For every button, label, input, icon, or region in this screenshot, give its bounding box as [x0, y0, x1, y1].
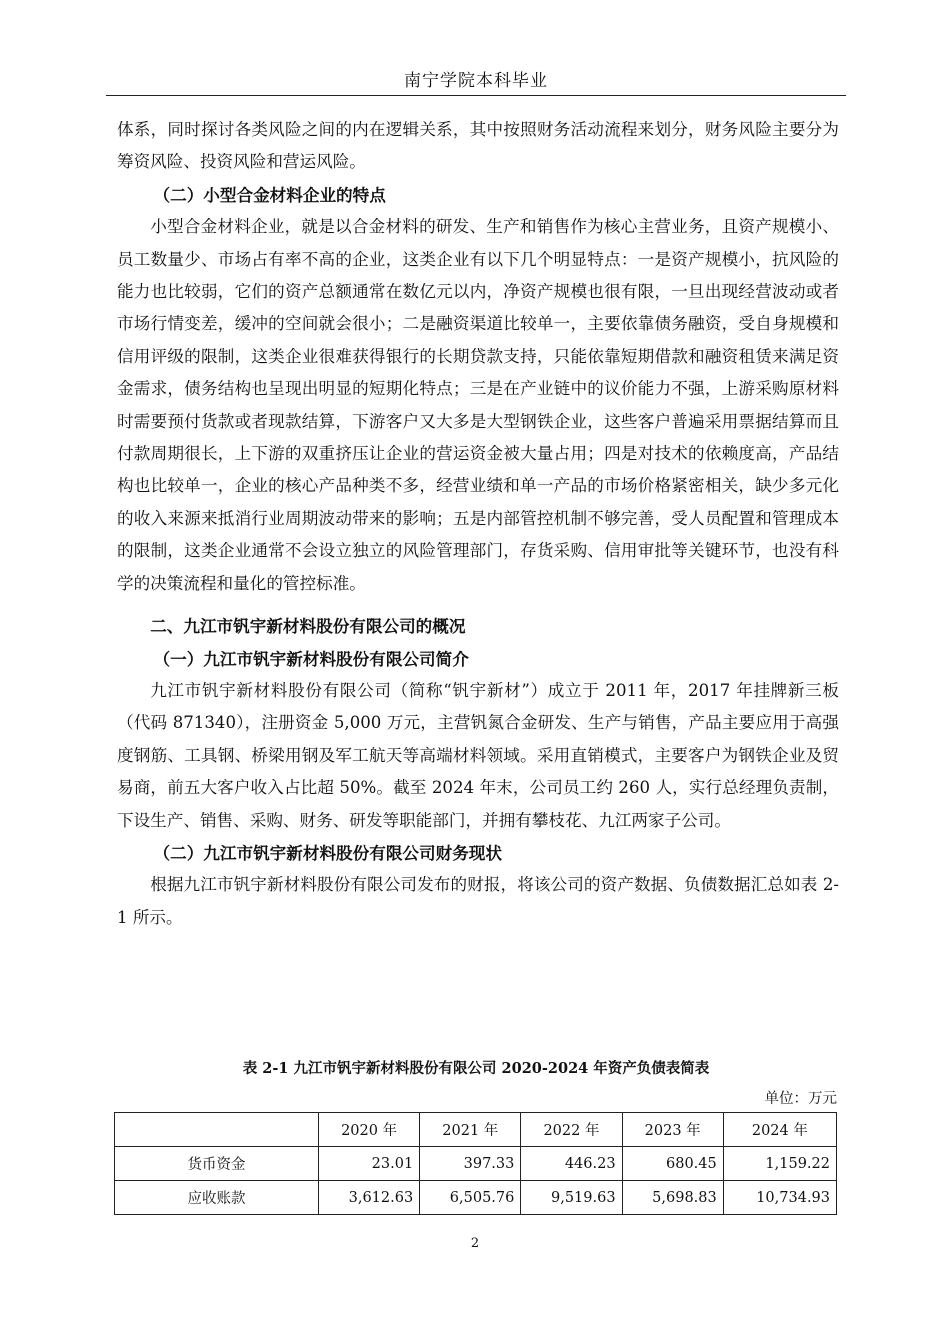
year-header: 2022 年 [521, 1113, 622, 1147]
paragraph-finance: 根据九江市钒宇新材料股份有限公司发布的财报，将该公司的资产数据、负债数据汇总如表 2-1 所示。 [117, 875, 839, 927]
row-label: 货币资金 [115, 1147, 319, 1181]
section-heading-intro: （一）九江市钒宇新材料股份有限公司简介 [153, 648, 469, 669]
document-body [117, 114, 839, 934]
table-row [115, 1181, 837, 1215]
paragraph-features: 小型合金材料企业，就是以合金材料的研发、生产和销售作为核心主营业务，且资产规模小、员工数量少、市场占有率不高的企业，这类企业有以下几个明显特点：一是资产规模小，抗风险的能力也比较弱，它们的资产总额通常在数亿元以内，净资产规模也很有限，一旦出现经营波动或者市场行情变差，缓冲的空间就会很小；二是融资渠道比较单一，主要依靠债务融资，受自身规模和信用评级的限制，这类企业很难获得银行的长期贷款支持，只能依靠短期借款和融资租赁来满足资金需求，债务结构也呈现出明显的短期化特点；三是在产业链中的议价能力不强，上游采购原材料时需要预付货款或者现款结算，下游客户又大多是大型钢铁企业，这些客户普遍采用票据结算而且付款周期很长，上下游的双重挤压让企业的营运资金被大量占用；四是对技术的依赖度高，产品结构也比较单一，企业的核心产品种类不多，经营业绩和单一产品的市场价格紧密相关，缺少多元化的收入来源来抵消行业周期波动带来的影响；五是内部管控机制不够完善，受人员配置和管理成本的限制，这类企业通常不会设立独立的风险管理部门，存货采购、信用审批等关键环节，也没有科学的决策流程和量化的管控标准。 [117, 217, 839, 593]
table-cell: 23.01 [319, 1147, 420, 1181]
table-cell: 680.45 [622, 1147, 723, 1181]
year-header: 2023 年 [622, 1113, 723, 1147]
paragraph-continuation: 体系，同时探讨各类风险之间的内在逻辑关系，其中按照财务活动流程来划分，财务风险主要分为筹资风险、投资风险和营运风险。 [117, 120, 839, 172]
section-heading-finance: （二）九江市钒宇新材料股份有限公司财务现状 [153, 842, 502, 863]
table-cell: 1,159.22 [723, 1147, 836, 1181]
table-unit-label: 单位：万元 [764, 1091, 837, 1107]
table-header-row [115, 1113, 837, 1147]
header-divider [106, 95, 846, 96]
page-header-title: 南宁学院本科毕业 [404, 71, 548, 91]
table-cell: 3,612.63 [319, 1181, 420, 1215]
table-caption: 表 2-1 九江市钒宇新材料股份有限公司 2020-2024 年资产负债表简表 [242, 1060, 710, 1077]
table-cell: 5,698.83 [622, 1181, 723, 1215]
chapter-heading-overview: 二、九江市钒宇新材料股份有限公司的概况 [150, 616, 466, 637]
table-cell: 446.23 [521, 1147, 622, 1181]
table-cell: 397.33 [420, 1147, 521, 1181]
year-header: 2020 年 [319, 1113, 420, 1147]
page-number: 2 [470, 1236, 480, 1251]
table-corner-cell [115, 1113, 319, 1147]
year-header: 2024 年 [723, 1113, 836, 1147]
row-label: 应收账款 [115, 1181, 319, 1215]
paragraph-intro: 九江市钒宇新材料股份有限公司（简称“钒宇新材”）成立于 2011 年，2017 年挂牌新三板（代码 871340），注册资金 5,000 万元，主营钒氮合金研发、生产与销售，产品主要应用于高强度钢筋、工具钢、桥梁用钢及军工航天等高端材料领域。采用直销模式，主要客户为钢铁企业及贸易商，前五大客户收入占比超 50%。截至 2024 年末，公司员工约 260 人，实行总经理负责制，下设生产、销售、采购、财务、研发等职能部门，并拥有攀枝花、九江两家子公司。 [117, 680, 839, 830]
table-row [115, 1147, 837, 1181]
section-heading-features: （二）小型合金材料企业的特点 [153, 184, 386, 205]
table-cell: 9,519.63 [521, 1181, 622, 1215]
balance-sheet-table [114, 1112, 837, 1215]
table-cell: 10,734.93 [723, 1181, 836, 1215]
table-cell: 6,505.76 [420, 1181, 521, 1215]
year-header: 2021 年 [420, 1113, 521, 1147]
